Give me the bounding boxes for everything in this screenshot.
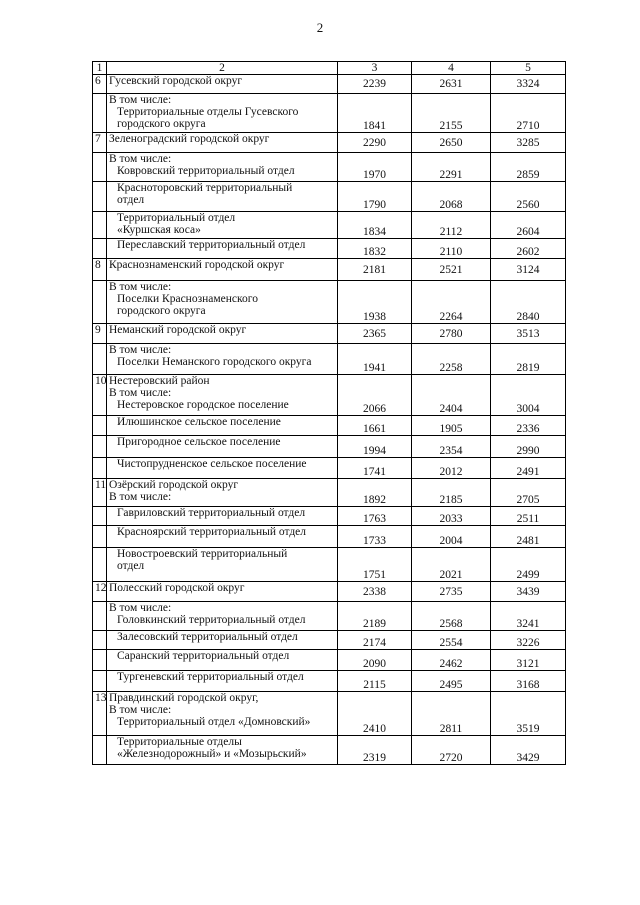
table-row <box>93 458 566 479</box>
value-cell: 2354 <box>412 436 491 458</box>
value-cell: 3241 <box>491 602 566 631</box>
table-row <box>93 507 566 526</box>
row-name-cell <box>107 375 338 416</box>
table-row <box>93 259 566 281</box>
table-row <box>93 582 566 602</box>
value-cell: 2115 <box>338 671 412 692</box>
row-name-line: Краснoярский территориальный отдел <box>117 526 307 538</box>
row-index-cell: 8 <box>93 259 107 281</box>
value-cell: 3124 <box>491 259 566 281</box>
row-name-line: Территориальный отдел «Домновский» <box>117 716 311 728</box>
row-name-cell <box>107 458 338 479</box>
row-name-line: городского округа <box>117 118 206 130</box>
value-cell: 2495 <box>412 671 491 692</box>
value-cell: 3121 <box>491 650 566 671</box>
row-name-cell <box>107 344 338 375</box>
value-cell: 2990 <box>491 436 566 458</box>
row-name-cell <box>107 416 338 436</box>
row-name-line: «Железнодорожный» и «Мозырьский» <box>117 748 307 760</box>
value-cell: 2735 <box>412 582 491 602</box>
row-index-cell: 13 <box>93 692 107 736</box>
table-row <box>93 650 566 671</box>
table-row <box>93 75 566 94</box>
value-cell: 1834 <box>338 212 412 239</box>
value-cell: 3429 <box>491 736 566 765</box>
table-row <box>93 94 566 133</box>
table-row <box>93 324 566 344</box>
table-row <box>93 479 566 507</box>
value-cell: 2365 <box>338 324 412 344</box>
row-name-cell <box>107 631 338 650</box>
table-row <box>93 526 566 548</box>
row-name-cell <box>107 94 338 133</box>
value-cell: 2811 <box>412 692 491 736</box>
value-cell: 2291 <box>412 153 491 182</box>
row-name-line: Озёрский городской округ <box>109 479 239 491</box>
value-cell: 2290 <box>338 133 412 153</box>
value-cell: 3439 <box>491 582 566 602</box>
row-name-cell <box>107 436 338 458</box>
row-index-cell <box>93 212 107 239</box>
value-cell: 2155 <box>412 94 491 133</box>
row-name-cell <box>107 75 338 94</box>
row-name-line: Гавриловский территориальный отдел <box>117 507 306 519</box>
value-cell: 2499 <box>491 548 566 582</box>
row-name-cell <box>107 324 338 344</box>
value-cell: 1661 <box>338 416 412 436</box>
row-name-line: В том числе: <box>109 387 172 399</box>
row-name-line: В том числе: <box>109 602 172 614</box>
row-index-cell: 10 <box>93 375 107 416</box>
row-name-cell <box>107 507 338 526</box>
value-cell: 2185 <box>412 479 491 507</box>
value-cell: 2840 <box>491 281 566 324</box>
row-name-line: Красноторовский территориальный <box>117 182 293 194</box>
row-name-line: В том числе: <box>109 344 172 356</box>
column-header-row <box>93 62 566 75</box>
value-cell: 2066 <box>338 375 412 416</box>
row-name-line: Правдинский городской округ, <box>109 692 259 704</box>
value-cell: 2554 <box>412 631 491 650</box>
value-cell: 1741 <box>338 458 412 479</box>
value-cell: 3004 <box>491 375 566 416</box>
column-header: 2 <box>107 62 338 75</box>
row-name-line: Поселки Краснознаменского <box>117 293 258 305</box>
row-index-cell <box>93 650 107 671</box>
table-row <box>93 671 566 692</box>
row-name-line: Краснознаменский городской округ <box>109 259 285 271</box>
row-index-cell <box>93 458 107 479</box>
row-name-line: Гусевский городской округ <box>109 75 243 87</box>
value-cell: 2491 <box>491 458 566 479</box>
value-cell: 2258 <box>412 344 491 375</box>
row-index-cell <box>93 526 107 548</box>
value-cell: 1790 <box>338 182 412 212</box>
row-index-cell <box>93 671 107 692</box>
value-cell: 2112 <box>412 212 491 239</box>
row-name-line: В том числе: <box>109 94 172 106</box>
table-row <box>93 736 566 765</box>
value-cell: 2090 <box>338 650 412 671</box>
column-header: 3 <box>338 62 412 75</box>
row-name-line: Новостроевский территориальный <box>117 548 288 560</box>
value-cell: 3513 <box>491 324 566 344</box>
row-name-cell <box>107 212 338 239</box>
row-name-line: Саранский территориальный отдел <box>117 650 290 662</box>
row-index-cell <box>93 94 107 133</box>
row-name-line: Залесовский территориальный отдел <box>117 631 298 643</box>
value-cell: 2012 <box>412 458 491 479</box>
row-name-line: Неманский городской округ <box>109 324 247 336</box>
value-cell: 2110 <box>412 239 491 259</box>
value-cell: 2239 <box>338 75 412 94</box>
value-cell: 2819 <box>491 344 566 375</box>
value-cell: 1733 <box>338 526 412 548</box>
row-index-cell: 9 <box>93 324 107 344</box>
row-name-line: Территориальный отдел <box>117 212 236 224</box>
value-cell: 2033 <box>412 507 491 526</box>
value-cell: 2568 <box>412 602 491 631</box>
row-name-line: Территориальные отделы Гусевского <box>117 106 299 118</box>
value-cell: 3324 <box>491 75 566 94</box>
value-cell: 2650 <box>412 133 491 153</box>
row-name-line: Полесский городской округ <box>109 582 245 594</box>
column-header: 5 <box>491 62 566 75</box>
value-cell: 2604 <box>491 212 566 239</box>
column-header: 4 <box>412 62 491 75</box>
value-cell: 1941 <box>338 344 412 375</box>
row-index-cell <box>93 548 107 582</box>
value-cell: 2004 <box>412 526 491 548</box>
table-row <box>93 239 566 259</box>
row-name-cell <box>107 602 338 631</box>
row-name-cell <box>107 259 338 281</box>
row-index-cell <box>93 239 107 259</box>
row-name-cell <box>107 650 338 671</box>
row-index-cell: 6 <box>93 75 107 94</box>
row-index-cell <box>93 436 107 458</box>
row-name-line: В том числе: <box>109 281 172 293</box>
value-cell: 2174 <box>338 631 412 650</box>
value-cell: 2319 <box>338 736 412 765</box>
value-cell: 2602 <box>491 239 566 259</box>
value-cell: 1841 <box>338 94 412 133</box>
value-cell: 1994 <box>338 436 412 458</box>
row-name-line: Территориальные отделы <box>117 736 242 748</box>
value-cell: 2481 <box>491 526 566 548</box>
table-row <box>93 375 566 416</box>
row-name-line: Нестеровское городское поселение <box>117 399 289 411</box>
value-cell: 2068 <box>412 182 491 212</box>
value-cell: 1763 <box>338 507 412 526</box>
row-name-line: В том числе: <box>109 491 172 503</box>
row-name-line: Зеленоградский городской округ <box>109 133 270 145</box>
row-index-cell: 12 <box>93 582 107 602</box>
table-row <box>93 631 566 650</box>
value-cell: 2780 <box>412 324 491 344</box>
row-name-line: Переславский территориальный отдел <box>117 239 306 251</box>
row-name-line: Поселки Неманского городского округа <box>117 356 312 368</box>
value-cell: 1938 <box>338 281 412 324</box>
table-row <box>93 133 566 153</box>
row-name-line: Нестеровский район <box>109 375 210 387</box>
row-name-cell <box>107 479 338 507</box>
row-name-cell <box>107 182 338 212</box>
row-name-cell <box>107 736 338 765</box>
row-name-cell <box>107 526 338 548</box>
row-index-cell <box>93 631 107 650</box>
value-cell: 2631 <box>412 75 491 94</box>
row-index-cell <box>93 344 107 375</box>
value-cell: 2189 <box>338 602 412 631</box>
row-name-cell <box>107 281 338 324</box>
table-row <box>93 153 566 182</box>
value-cell: 2338 <box>338 582 412 602</box>
row-name-line: Тургеневский территориальный отдел <box>117 671 304 683</box>
value-cell: 2410 <box>338 692 412 736</box>
table-row <box>93 281 566 324</box>
row-name-cell <box>107 671 338 692</box>
value-cell: 3519 <box>491 692 566 736</box>
row-name-line: В том числе: <box>109 153 172 165</box>
value-cell: 2705 <box>491 479 566 507</box>
table-row <box>93 212 566 239</box>
table-row <box>93 344 566 375</box>
table-row <box>93 602 566 631</box>
row-name-cell <box>107 692 338 736</box>
value-cell: 2021 <box>412 548 491 582</box>
value-cell: 1832 <box>338 239 412 259</box>
value-cell: 1970 <box>338 153 412 182</box>
row-index-cell <box>93 736 107 765</box>
row-name-line: В том числе: <box>109 704 172 716</box>
row-index-cell <box>93 281 107 324</box>
table-row <box>93 416 566 436</box>
value-cell: 3168 <box>491 671 566 692</box>
value-cell: 2720 <box>412 736 491 765</box>
table-row <box>93 182 566 212</box>
table-row <box>93 436 566 458</box>
value-cell: 3285 <box>491 133 566 153</box>
row-name-line: отдел <box>117 194 145 206</box>
row-index-cell: 7 <box>93 133 107 153</box>
row-name-line: «Куршская коса» <box>117 224 201 236</box>
value-cell: 3226 <box>491 631 566 650</box>
value-cell: 1892 <box>338 479 412 507</box>
row-name-line: Головкинский территориальный отдел <box>117 614 306 626</box>
value-cell: 1751 <box>338 548 412 582</box>
row-name-line: Чистопрудненское сельское поселение <box>117 458 307 470</box>
row-name-cell <box>107 548 338 582</box>
value-cell: 2264 <box>412 281 491 324</box>
row-index-cell <box>93 602 107 631</box>
value-cell: 2521 <box>412 259 491 281</box>
row-name-line: городского округа <box>117 305 206 317</box>
row-index-cell <box>93 507 107 526</box>
row-name-cell <box>107 153 338 182</box>
value-cell: 2859 <box>491 153 566 182</box>
value-cell: 2710 <box>491 94 566 133</box>
value-cell: 2404 <box>412 375 491 416</box>
row-name-cell <box>107 133 338 153</box>
value-cell: 2336 <box>491 416 566 436</box>
row-name-cell <box>107 582 338 602</box>
table-row <box>93 692 566 736</box>
row-index-cell <box>93 182 107 212</box>
row-name-line: отдел <box>117 560 145 572</box>
value-cell: 1905 <box>412 416 491 436</box>
page-number: 2 <box>316 20 324 35</box>
value-cell: 2462 <box>412 650 491 671</box>
table-row <box>93 548 566 582</box>
data-table <box>92 61 566 765</box>
value-cell: 2511 <box>491 507 566 526</box>
row-index-cell <box>93 416 107 436</box>
row-name-line: Илюшинское сельское поселение <box>117 416 281 428</box>
value-cell: 2181 <box>338 259 412 281</box>
value-cell: 2560 <box>491 182 566 212</box>
column-header: 1 <box>93 62 107 75</box>
row-name-line: Ковровский территориальный отдел <box>117 165 295 177</box>
row-index-cell: 11 <box>93 479 107 507</box>
row-index-cell <box>93 153 107 182</box>
row-name-cell <box>107 239 338 259</box>
row-name-line: Пригородное сельское поселение <box>117 436 281 448</box>
